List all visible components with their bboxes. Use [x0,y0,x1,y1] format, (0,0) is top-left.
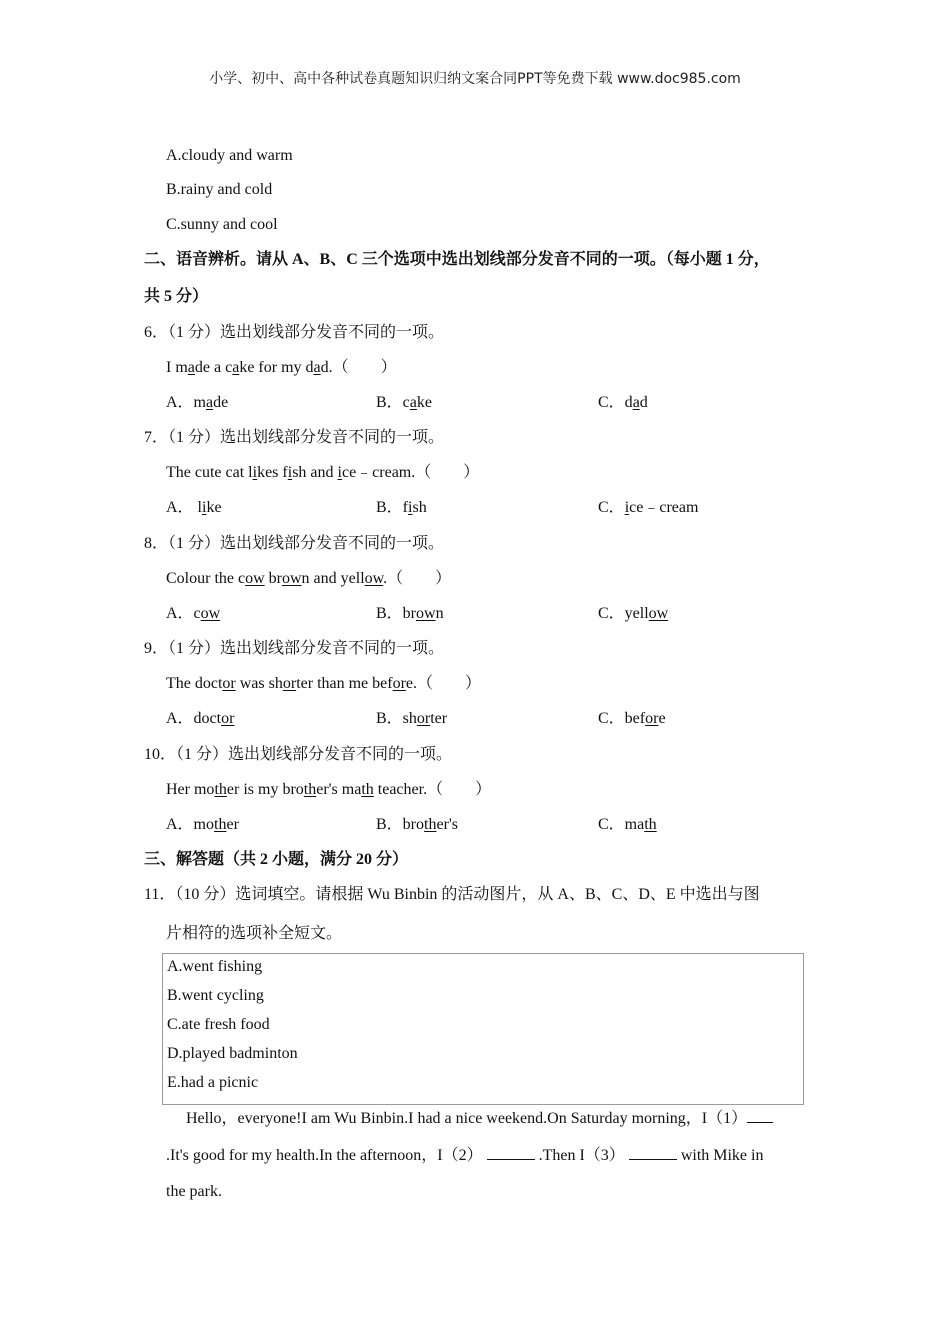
page-header: 小学、初中、高中各种试卷真题知识归纳文案合同PPT等免费下载 www.doc985.com [209,71,741,87]
q8-stem: 8．（1 分）选出划线部分发音不同的一项。 [144,535,445,552]
q9-option-c[interactable]: C．before [598,710,666,727]
section2-title-line2: 共 5 分） [144,288,209,305]
q7-option-b[interactable]: B．fish [376,499,427,516]
q10-option-b[interactable]: B．brother's [376,816,459,833]
prev-option-c: C.sunny and cool [166,216,278,233]
q10-option-c[interactable]: C．math [598,816,657,833]
q6-option-c[interactable]: C．dad [598,394,648,411]
prev-option-a: A.cloudy and warm [166,147,293,164]
q6-sentence: I made a cake for my dad.（ ） [166,359,397,376]
choice-a: A.went fishing [167,958,263,975]
q7-option-c[interactable]: C．ice﹣cream [598,499,699,516]
q6-option-b[interactable]: B．cake [376,394,432,411]
section2-title-line1: 二、语音辨析。请从 A、B、C 三个选项中选出划线部分发音不同的一项。（每小题 1 分， [144,251,770,268]
q6-stem: 6．（1 分）选出划线部分发音不同的一项。 [144,324,445,341]
q8-option-a[interactable]: A．cow [166,605,221,622]
passage-line1: Hello，everyone!I am Wu Binbin.I had a nice weekend.On Saturday morning，I（1） [186,1108,773,1129]
section3-title: 三、解答题（共 2 小题，满分 20 分） [144,851,409,868]
choice-d: D.played badminton [167,1045,298,1062]
choice-b: B.went cycling [167,987,264,1004]
q9-option-b[interactable]: B．shorter [376,710,448,727]
blank-2[interactable] [487,1145,535,1160]
q10-sentence: Her mother is my brother's math teacher.（ ） [166,781,492,798]
q11-stem-line2: 片相符的选项补全短文。 [166,925,343,942]
q7-sentence: The cute cat likes fish and ice﹣cream.（ ） [166,464,480,481]
q8-option-b[interactable]: B．brown [376,605,444,622]
blank-3[interactable] [629,1145,677,1160]
q10-option-a[interactable]: A．mother [166,816,239,833]
prev-option-b: B.rainy and cold [166,181,273,198]
q9-stem: 9．（1 分）选出划线部分发音不同的一项。 [144,640,445,657]
q8-sentence: Colour the cow brown and yellow.（ ） [166,570,452,587]
choice-c: C.ate fresh food [167,1016,270,1033]
q7-stem: 7．（1 分）选出划线部分发音不同的一项。 [144,429,445,446]
choice-e: E.had a picnic [167,1074,259,1091]
q10-stem: 10．（1 分）选出划线部分发音不同的一项。 [144,746,453,763]
q6-option-a[interactable]: A．made [166,394,229,411]
blank-1[interactable] [747,1108,773,1123]
q9-sentence: The doctor was shorter than me before.（ ） [166,675,482,692]
word-choice-box [162,953,804,1105]
q11-stem-line1: 11．（10 分）选词填空。请根据 Wu Binbin 的活动图片，从 A、B、C、D、E 中选出与图 [144,886,760,903]
q9-option-a[interactable]: A．doctor [166,710,235,727]
q8-option-c[interactable]: C．yellow [598,605,669,622]
passage-line2: .It's good for my health.In the afternoon，I（2） .Then I（3） with Mike in [166,1147,764,1164]
q7-option-a[interactable]: A． like [166,499,222,516]
passage-line3: the park. [166,1183,222,1200]
